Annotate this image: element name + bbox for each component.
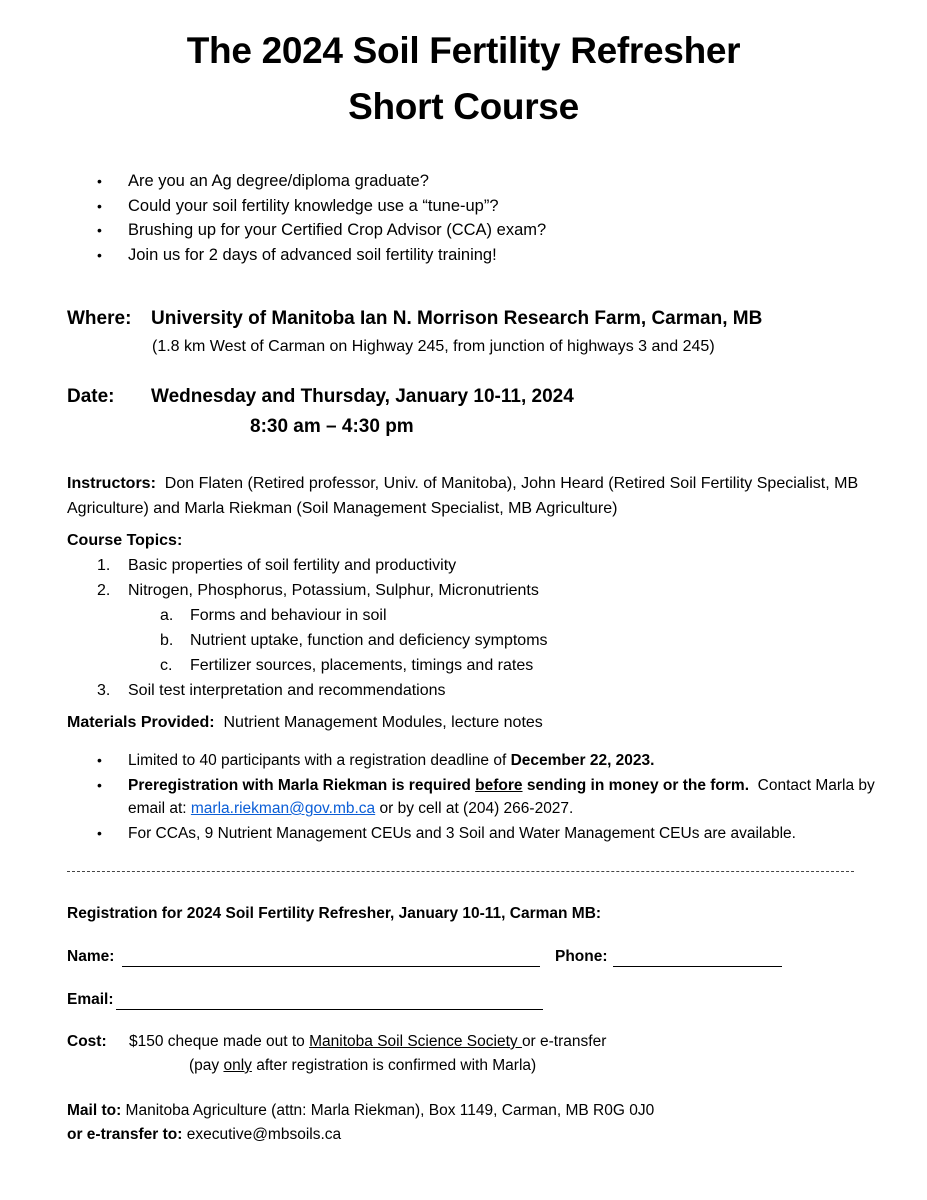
name-field[interactable]	[122, 966, 540, 967]
page-title: The 2024 Soil Fertility Refresher	[186, 30, 741, 71]
mail-label: Mail to:	[67, 1102, 122, 1119]
materials-line	[67, 714, 543, 732]
where-value: University of Manitoba Ian N. Morrison Research Farm, Carman, MB	[151, 308, 763, 329]
etransfer-line	[67, 1126, 341, 1144]
cost-label: Cost:	[67, 1033, 107, 1050]
list-item: • For CCAs, 9 Nutrient Management CEUs and 3 Soil and Water Management CEUs are available.	[94, 822, 884, 846]
bullet-icon: •	[97, 246, 102, 263]
page-subtitle: Short Course	[348, 86, 579, 127]
etransfer-email: executive@mbsoils.ca	[182, 1126, 342, 1143]
list-item: a. Forms and behaviour in soil	[160, 607, 387, 624]
list-item: • Could your soil fertility knowledge use a “tune-up”?	[94, 194, 546, 219]
date-value: Wednesday and Thursday, January 10-11, 2024	[151, 386, 574, 407]
time-value: 8:30 am – 4:30 pm	[250, 416, 414, 437]
list-item: • Limited to 40 participants with a registration deadline of December 22, 2023.	[94, 749, 884, 773]
etransfer-label: or e-transfer to:	[67, 1126, 183, 1143]
bullet-icon: •	[97, 197, 102, 214]
cut-line-divider	[67, 871, 854, 872]
materials-label: Materials Provided:	[67, 714, 215, 731]
phone-field[interactable]	[613, 966, 782, 967]
date-label: Date:	[67, 386, 115, 407]
cost-note: (pay only after registration is confirmed with Marla)	[189, 1057, 537, 1074]
registration-deadline: December 22, 2023.	[510, 752, 655, 769]
list-item: b. Nutrient uptake, function and deficiency symptoms	[160, 632, 548, 649]
list-item: 3. Soil test interpretation and recommendations	[97, 682, 446, 699]
list-item: • Are you an Ag degree/diploma graduate?	[94, 169, 546, 194]
bullet-icon: •	[97, 173, 102, 189]
where-directions: (1.8 km West of Carman on Highway 245, from junction of highways 3 and 245)	[152, 338, 715, 355]
cost-line: Cost: $150 cheque made out to Manitoba Soil Science Society or e-transfer	[67, 1033, 607, 1050]
materials-text: Nutrient Management Modules, lecture notes	[223, 714, 543, 731]
bullet-icon: •	[97, 776, 102, 793]
list-item: • Preregistration with Marla Riekman is required before sending in money or the form. Contact Marla by email at: marla.riekman@gov.mb.ca or by cell at (204) 266-2027.	[94, 774, 884, 821]
date-line	[67, 386, 574, 408]
list-item: c. Fertilizer sources, placements, timings and rates	[160, 657, 534, 674]
bullet-icon: •	[97, 222, 102, 238]
list-item: 1. Basic properties of soil fertility and productivity	[97, 557, 457, 574]
intro-bullet-list	[94, 169, 546, 267]
name-label: Name:	[67, 948, 115, 965]
instructors-label: Instructors:	[67, 475, 156, 492]
registration-title: Registration for 2024 Soil Fertility Refresher, January 10-11, Carman MB:	[67, 905, 602, 922]
topics-heading: Course Topics:	[67, 532, 183, 549]
phone-label: Phone:	[555, 948, 608, 965]
instructors-text: Don Flaten (Retired professor, Univ. of Manitoba), John Heard (Retired Soil Fertility Specialist, MB Agriculture) and Marla Riekman (Soil Management Specialist, MB Agriculture)	[67, 475, 859, 517]
list-item: • Brushing up for your Certified Crop Advisor (CCA) exam?	[94, 218, 546, 243]
list-item: 2. Nitrogen, Phosphorus, Potassium, Sulphur, Micronutrients	[97, 582, 539, 599]
email-label: Email:	[67, 991, 114, 1008]
instructors-paragraph	[67, 471, 867, 521]
email-field[interactable]	[116, 1009, 543, 1010]
bullet-icon: •	[97, 824, 102, 841]
payee: Manitoba Soil Science Society	[309, 1033, 522, 1050]
bullet-icon: •	[97, 752, 102, 768]
mail-line: Mail to: Manitoba Agriculture (attn: Marla Riekman), Box 1149, Carman, MB R0G 0J0	[67, 1102, 655, 1119]
where-line	[67, 308, 762, 330]
where-label: Where:	[67, 308, 132, 329]
email-link[interactable]: marla.riekman@gov.mb.ca	[190, 800, 376, 817]
notes-bullet-list	[94, 749, 884, 846]
list-item: • Join us for 2 days of advanced soil fertility training!	[94, 243, 546, 268]
